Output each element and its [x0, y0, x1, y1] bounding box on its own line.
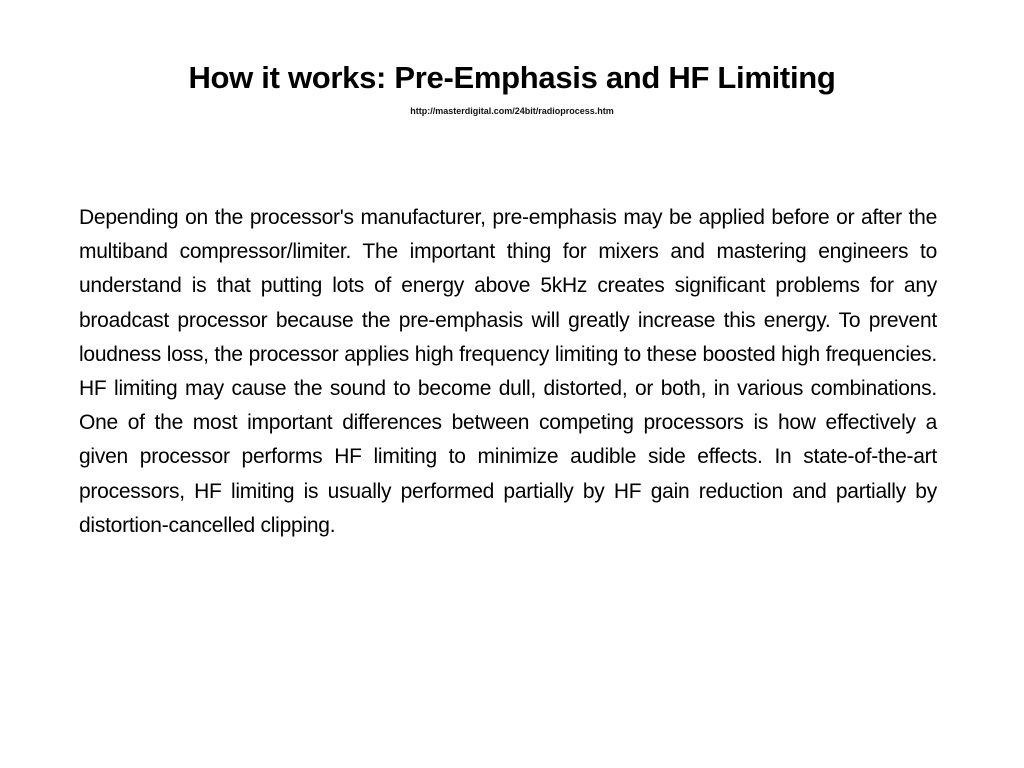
body-paragraph: Depending on the processor's manufacturer, pre-emphasis may be applied before or after the multiband compressor/limiter. The important thing for mixers and mastering engineers to understand is that putting lots of energy above 5kHz creates significant problems for any broadcast processor because the pre-emphasis will greatly increase this energy. To prevent loudness loss, the processor applies high frequency limiting to these boosted high frequencies. HF limiting may cause the sound to become dull, distorted, or both, in various combinations. One of the most important differences between competing processors is how effectively a given processor performs HF limiting to minimize audible side effects. In state-of-the-art processors, HF limiting is usually performed partially by HF gain reduction and partially by distortion-cancelled clipping.: [79, 206, 937, 537]
slide-title: How it works: Pre-Emphasis and HF Limiting: [188, 60, 836, 95]
source-url: http://masterdigital.com/24bit/radioprocess.htm: [410, 106, 614, 116]
